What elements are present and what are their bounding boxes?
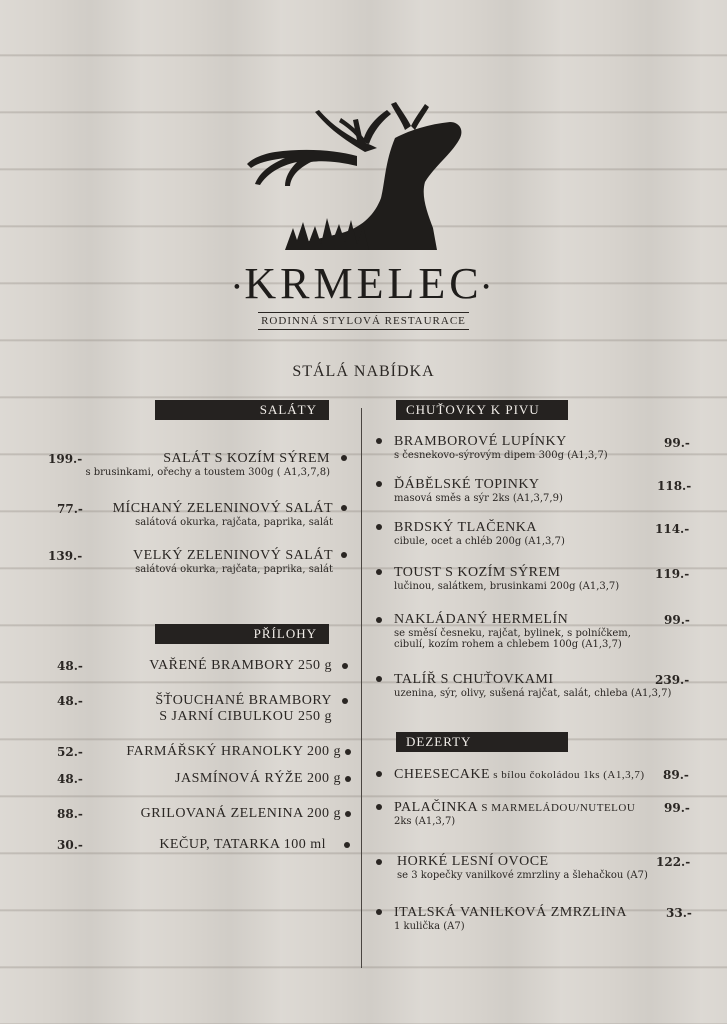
heading-chutovky: CHUŤOVKY K PIVU xyxy=(396,400,568,420)
item-desc: uzenina, sýr, olivy, sušená rajčat, salát, chleba (A1,3,7) xyxy=(394,688,672,699)
item-desc: masová směs a sýr 2ks (A1,3,7,9) xyxy=(394,493,563,504)
price-lupinky: 99.- xyxy=(664,436,690,450)
bullet-icon xyxy=(342,663,348,669)
menu-item-michany xyxy=(113,501,333,528)
bullet-icon xyxy=(376,676,382,682)
item-name: VELKÝ ZELENINOVÝ SALÁT xyxy=(133,548,333,563)
bullet-icon xyxy=(341,455,347,461)
item-name: TOUST S KOZÍM SÝREM xyxy=(394,565,561,580)
item-desc: lučinou, salátkem, brusinkami 200g (A1,3,7) xyxy=(394,581,620,592)
price-jasminova: 48.- xyxy=(57,772,83,786)
bullet-icon xyxy=(376,771,382,777)
item-name-detail: s bílou čokoládou 1ks (A1,3,7) xyxy=(490,769,645,781)
item-name: KEČUP, TATARKA 100 ml xyxy=(159,837,326,852)
item-desc: se směsí česneku, rajčat, bylinek, s polníčkem, xyxy=(394,628,631,639)
bullet-icon xyxy=(376,909,382,915)
item-name: SALÁT S KOZÍM SÝREM xyxy=(163,451,330,466)
item-name: GRILOVANÁ ZELENINA 200 g xyxy=(140,806,341,821)
bullet-icon xyxy=(345,776,351,782)
bullet-icon xyxy=(345,749,351,755)
bullet-icon xyxy=(376,617,382,623)
price-ovoce: 122.- xyxy=(656,855,691,869)
price-topinky: 118.- xyxy=(657,479,692,493)
price-salat-kozi: 199.- xyxy=(48,452,83,466)
item-name: TALÍŘ S CHUŤOVKAMI xyxy=(394,672,554,687)
item-name: BRAMBOROVÉ LUPÍNKY xyxy=(394,434,567,449)
menu-item-grilovana xyxy=(141,806,341,822)
bullet-icon xyxy=(341,505,347,511)
price-varene: 48.- xyxy=(57,659,83,673)
menu-item-farmarsky xyxy=(126,744,341,760)
heading-prilohy: PŘÍLOHY xyxy=(155,624,329,644)
item-name: ITALSKÁ VANILKOVÁ ZMRZLINA xyxy=(394,905,628,920)
menu-item-cheesecake xyxy=(394,767,645,783)
menu-item-salat-kozi xyxy=(85,451,330,478)
item-name-line2: S JARNÍ CIBULKOU 250 g xyxy=(159,709,332,724)
deer-logo-icon xyxy=(245,100,475,255)
price-palacinka: 99.- xyxy=(664,801,690,815)
price-velky: 139.- xyxy=(48,549,83,563)
item-name: VAŘENÉ BRAMBORY 250 g xyxy=(149,658,332,673)
price-stouchane: 48.- xyxy=(57,694,83,708)
menu-item-velky xyxy=(133,548,333,575)
item-name xyxy=(394,767,645,783)
price-zmrzlina: 33.- xyxy=(666,906,692,920)
item-name: JASMÍNOVÁ RÝŽE 200 g xyxy=(175,771,341,786)
item-desc: salátová okurka, rajčata, paprika, salát xyxy=(135,517,333,528)
item-desc: 2ks (A1,3,7) xyxy=(394,816,456,827)
item-desc: salátová okurka, rajčata, paprika, salát xyxy=(135,564,333,575)
item-name: FARMÁŘSKÝ HRANOLKY 200 g xyxy=(126,744,341,759)
price-hermelin: 99.- xyxy=(664,613,690,627)
heading-dezerty: DEZERTY xyxy=(396,732,568,752)
price-tlacenka: 114.- xyxy=(655,522,690,536)
menu-item-toust xyxy=(394,565,619,592)
item-name: HORKÉ LESNÍ OVOCE xyxy=(397,854,549,869)
bullet-icon xyxy=(376,481,382,487)
item-name: ŠŤOUCHANÉ BRAMBORY xyxy=(155,693,332,708)
section-title: STÁLÁ NABÍDKA xyxy=(292,363,435,380)
price-cheesecake: 89.- xyxy=(663,768,689,782)
price-michany: 77.- xyxy=(57,502,83,516)
item-name-detail: S MARMELÁDOU/NUTELOU xyxy=(478,802,636,814)
item-desc: s brusinkami, ořechy a toustem 300g ( A1,3,7,8) xyxy=(85,467,330,478)
heading-salaty: SALÁTY xyxy=(155,400,329,420)
menu-item-palacinka xyxy=(394,800,635,827)
bullet-icon xyxy=(344,842,350,848)
menu-item-topinky xyxy=(394,477,563,504)
price-talir: 239.- xyxy=(655,673,690,687)
item-desc: cibule, ocet a chléb 200g (A1,3,7) xyxy=(394,536,565,547)
bullet-icon xyxy=(345,811,351,817)
menu-item-lupinky xyxy=(394,434,608,461)
item-name: NAKLÁDANÝ HERMELÍN xyxy=(394,612,569,627)
item-name-main: CHEESECAKE xyxy=(394,767,490,782)
menu-item-ovoce xyxy=(397,854,648,881)
bullet-icon xyxy=(376,569,382,575)
price-grilovana: 88.- xyxy=(57,807,83,821)
item-name: ĎÁBĚLSKÉ TOPINKY xyxy=(394,477,540,492)
menu-item-talir xyxy=(394,672,671,699)
item-desc: se 3 kopečky vanilkové zmrzliny a šlehačkou (A7) xyxy=(397,870,648,881)
price-farmarsky: 52.- xyxy=(57,745,83,759)
menu-item-varene xyxy=(149,658,332,674)
item-name-main: PALAČINKA xyxy=(394,800,479,815)
item-name: MÍCHANÝ ZELENINOVÝ SALÁT xyxy=(112,501,333,516)
item-desc-line2: cibulí, kozím rohem a chlebem 100g (A1,3,7) xyxy=(394,639,622,650)
bullet-icon xyxy=(376,859,382,865)
brand-name: •KRMELEC• xyxy=(233,259,494,308)
bullet-icon xyxy=(341,552,347,558)
item-name xyxy=(394,800,635,816)
price-kecup: 30.- xyxy=(57,838,83,852)
item-name: BRDSKÝ TLAČENKA xyxy=(394,520,537,535)
price-toust: 119.- xyxy=(655,567,690,581)
item-desc: 1 kulička (A7) xyxy=(394,921,465,932)
item-desc: s česnekovo-sýrovým dipem 300g (A1,3,7) xyxy=(394,450,608,461)
menu-item-hermelin xyxy=(394,612,631,650)
menu-item-kecup xyxy=(159,837,326,853)
bullet-icon xyxy=(342,698,348,704)
bullet-icon xyxy=(376,438,382,444)
menu-item-stouchane xyxy=(155,693,332,725)
brand-tagline: RODINNÁ STYLOVÁ RESTAURACE xyxy=(258,312,469,330)
bullet-icon xyxy=(376,804,382,810)
menu-item-tlacenka xyxy=(394,520,565,547)
column-divider xyxy=(361,408,362,968)
menu-item-zmrzlina xyxy=(394,905,627,932)
bullet-icon xyxy=(376,524,382,530)
menu-item-jasminova xyxy=(175,771,341,787)
